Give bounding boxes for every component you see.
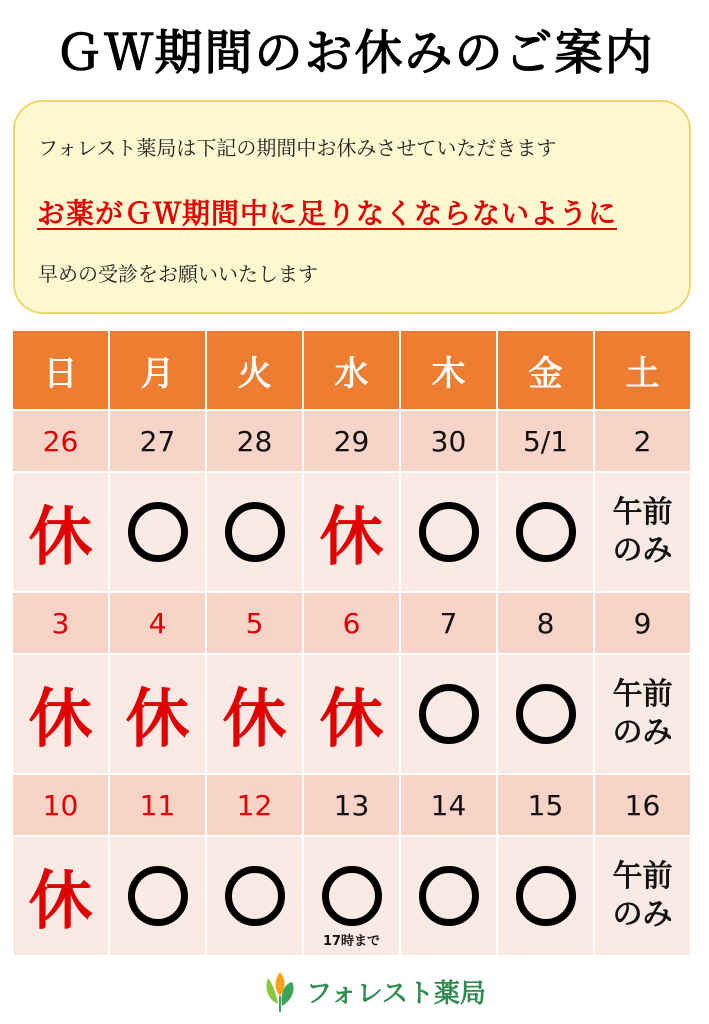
open-circle-icon [516, 684, 576, 744]
status-cell [207, 837, 302, 955]
status-row [13, 655, 695, 773]
closed-mark: 休 [319, 501, 384, 575]
date-cell: 3 [13, 593, 108, 653]
closed-mark: 休 [319, 683, 384, 757]
morning-only-label: 午前 のみ [612, 677, 673, 750]
open-circle-icon [225, 866, 285, 926]
holiday-calendar [13, 331, 695, 955]
date-cell: 11 [110, 775, 205, 835]
footer-pharmacy-name: フォレスト薬局 [306, 978, 486, 1009]
notice-box [13, 100, 691, 314]
status-cell [110, 655, 205, 773]
notice-line-3: 早めの受診をお願いいたします [38, 262, 318, 286]
open-circle-icon [516, 866, 576, 926]
status-row [13, 837, 695, 955]
calendar-week [13, 775, 695, 955]
weekday-header: 日 [13, 331, 108, 409]
open-circle-icon [419, 502, 479, 562]
date-row [13, 593, 695, 653]
date-cell: 29 [304, 411, 399, 471]
hours-note: 17時まで [322, 934, 381, 949]
status-cell [207, 473, 302, 591]
calendar-week [13, 411, 695, 591]
date-cell: 9 [595, 593, 690, 653]
status-cell [304, 473, 399, 591]
notice-warning: お薬がＧＷ期間中に足りなくならないように [37, 197, 618, 230]
weekday-header-row [13, 331, 695, 409]
date-cell: 14 [401, 775, 496, 835]
status-cell [110, 837, 205, 955]
open-circle-icon [128, 866, 188, 926]
weekday-header: 火 [207, 331, 302, 409]
open-circle-icon [419, 684, 479, 744]
status-cell [110, 473, 205, 591]
closed-mark: 休 [28, 683, 93, 757]
status-cell [13, 655, 108, 773]
weekday-header: 土 [595, 331, 690, 409]
date-cell: 16 [595, 775, 690, 835]
leaf-logo-icon [262, 970, 298, 1012]
date-cell: 5 [207, 593, 302, 653]
status-cell [13, 837, 108, 955]
open-circle-icon [419, 866, 479, 926]
closed-mark: 休 [125, 683, 190, 757]
closed-mark: 休 [28, 865, 93, 939]
weekday-header: 金 [498, 331, 593, 409]
footer-brand [262, 970, 486, 1012]
open-circle-icon [322, 866, 382, 926]
closed-mark: 休 [222, 683, 287, 757]
date-cell: 12 [207, 775, 302, 835]
status-cell [401, 655, 496, 773]
status-cell [498, 473, 593, 591]
status-cell [595, 473, 690, 591]
status-cell [401, 473, 496, 591]
date-cell: 28 [207, 411, 302, 471]
closed-mark: 休 [28, 501, 93, 575]
status-cell [595, 837, 690, 955]
date-cell: 7 [401, 593, 496, 653]
page-title: ＧＷ期間のお休みのご案内 [54, 25, 655, 81]
date-cell: 26 [13, 411, 108, 471]
status-cell [207, 655, 302, 773]
status-cell [498, 655, 593, 773]
weekday-header: 水 [304, 331, 399, 409]
date-cell: 15 [498, 775, 593, 835]
status-cell [304, 837, 399, 955]
date-cell: 4 [110, 593, 205, 653]
date-cell: 10 [13, 775, 108, 835]
weekday-header: 月 [110, 331, 205, 409]
weekday-header: 木 [401, 331, 496, 409]
status-cell [498, 837, 593, 955]
date-cell: 8 [498, 593, 593, 653]
status-cell [401, 837, 496, 955]
date-cell: 13 [304, 775, 399, 835]
calendar-weeks [13, 411, 695, 955]
calendar-week [13, 593, 695, 773]
date-cell: 5/1 [498, 411, 593, 471]
status-cell [304, 655, 399, 773]
date-cell: 6 [304, 593, 399, 653]
date-cell: 2 [595, 411, 690, 471]
status-cell [13, 473, 108, 591]
status-row [13, 473, 695, 591]
morning-only-label: 午前 のみ [612, 495, 673, 568]
date-row [13, 775, 695, 835]
notice-line-1: フォレスト薬局は下記の期間中お休みさせていただきます [38, 136, 557, 160]
open-circle-icon [516, 502, 576, 562]
open-circle-icon [225, 502, 285, 562]
status-cell [595, 655, 690, 773]
open-circle-icon [128, 502, 188, 562]
date-cell: 27 [110, 411, 205, 471]
date-row [13, 411, 695, 471]
morning-only-label: 午前 のみ [612, 859, 673, 932]
date-cell: 30 [401, 411, 496, 471]
